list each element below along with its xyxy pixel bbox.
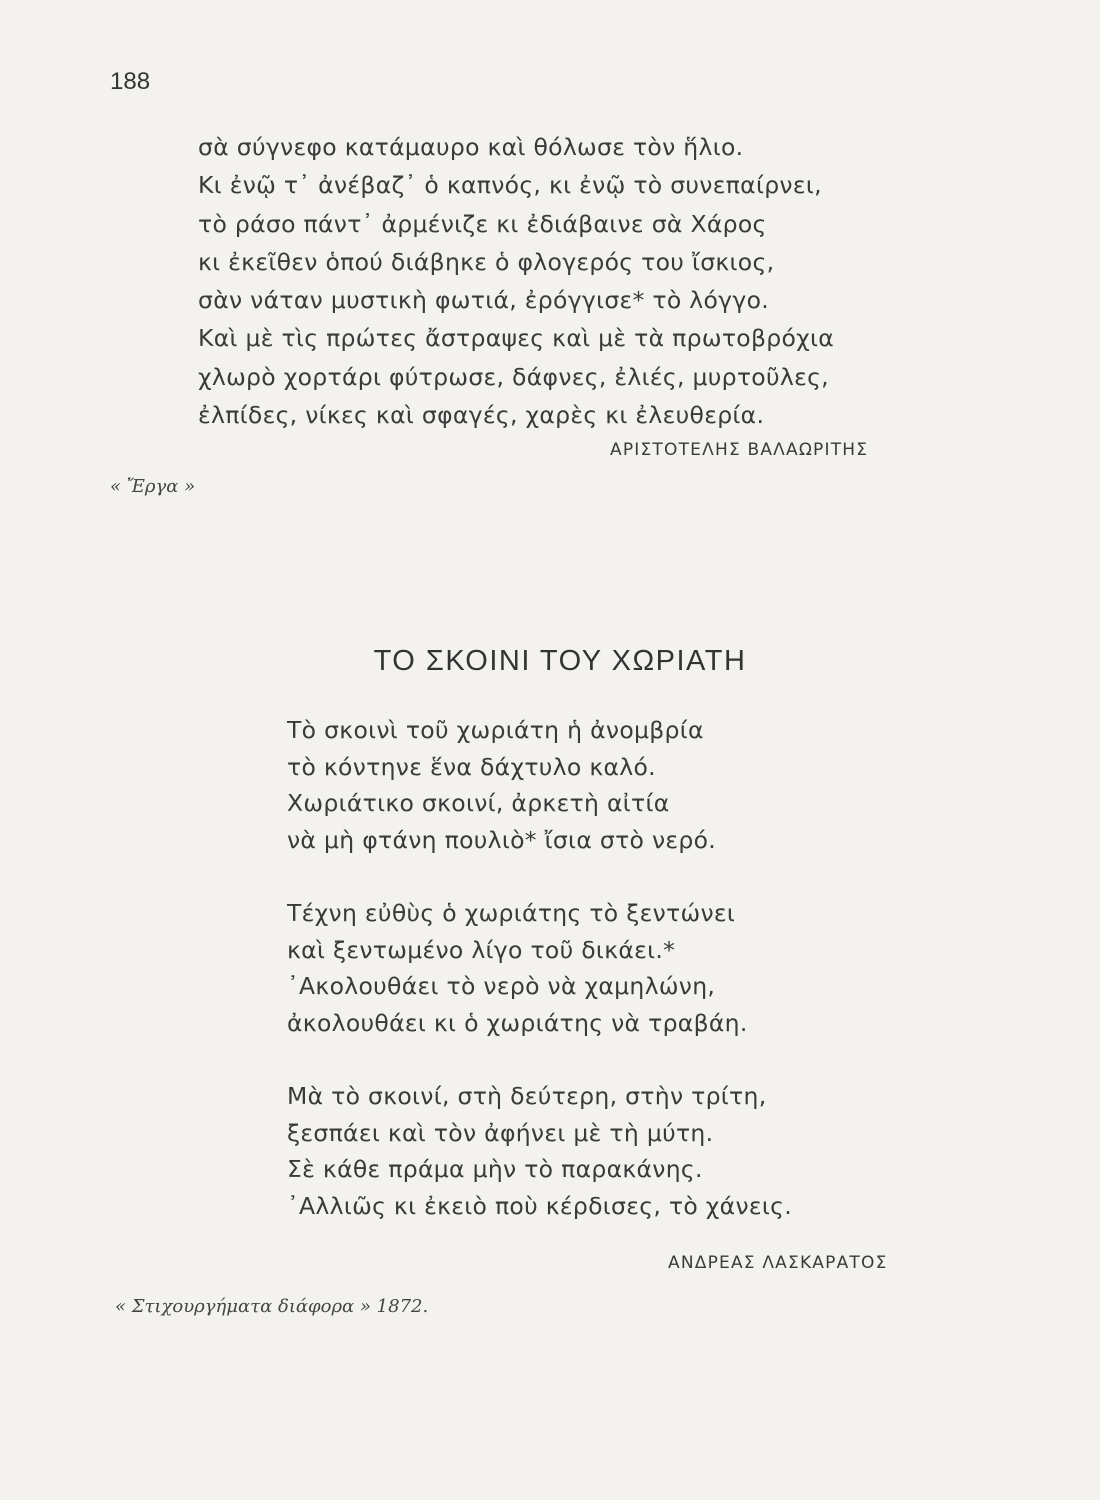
poem-author: ΑΝΔΡΕΑΣ ΛΑΣΚΑΡΑΤΟΣ (668, 1253, 888, 1273)
poem-line: χλωρὸ χορτάρι φύτρωσε, δάφνες, ἐλιές, μυρτοῦλες, (198, 362, 829, 391)
poem-source: « Στιχουργήματα διάφορα » 1872. (115, 1296, 429, 1317)
poem-line: κι ἐκεῖθεν ὁπού διάβηκε ὁ φλογερός του ἴσκιος, (198, 247, 775, 276)
poem-title-text: ΤΟ ΣΚΟΙΝΙ ΤΟΥ ΧΩΡΙΑΤΗ (373, 645, 747, 677)
poem-line: Χωριάτικο σκοινί, ἀρκετὴ αἰτία (287, 789, 670, 817)
poem-line: τὸ ράσο πάντ᾽ ἀρμένιζε κι ἐδιάβαινε σὰ Χάρος (198, 209, 767, 238)
poem-line: ἐλπίδες, νίκες καὶ σφαγές, χαρὲς κι ἐλευθερία. (198, 401, 765, 430)
poem-line: σὰν νάταν μυστικὴ φωτιά, ἐρόγγισε* τὸ λόγγο. (198, 286, 770, 315)
poem-line: ξεσπάει καὶ τὸν ἀφήνει μὲ τὴ μύτη. (287, 1118, 714, 1147)
poem-author: ΑΡΙΣΤΟΤΕΛΗΣ ΒΑΛΑΩΡΙΤΗΣ (610, 440, 869, 460)
poem-title (0, 645, 1100, 678)
poem-line: Τὸ σκοινὶ τοῦ χωριάτη ἡ ἀνομβρία (287, 716, 704, 744)
poem-line: καὶ ξεντωμένο λίγο τοῦ δικάει.* (287, 935, 676, 964)
poem-excerpt (198, 128, 834, 434)
poem-line: ἀκολουθάει κι ὁ χωριάτης νὰ τραβάη. (287, 1008, 748, 1037)
poem-line: Μὰ τὸ σκοινί, στὴ δεύτερη, στὴν τρίτη, (287, 1082, 767, 1110)
poem-line: ᾽Αλλιῶς κι ἐκειὸ ποὺ κέρδισες, τὸ χάνεις. (287, 1191, 792, 1220)
poem-line: Σὲ κάθε πράμα μὴν τὸ παρακάνης. (287, 1155, 703, 1183)
page-number: 188 (110, 68, 151, 95)
poem-line: τὸ κόντηνε ἕνα δάχτυλο καλό. (287, 752, 656, 781)
poem-line: ᾽Ακολουθάει τὸ νερὸ νὰ χαμηλώνη, (287, 972, 716, 1000)
poem-line: νὰ μὴ φτάνη πουλιὸ* ἴσια στὸ νερό. (287, 825, 717, 854)
poem-line: Καὶ μὲ τὶς πρώτες ἄστραψες καὶ μὲ τὰ πρωτοβρόχια (198, 324, 835, 353)
poem-line: Κι ἐνῷ τ᾽ ἀνέβαζ᾽ ὁ καπνός, κι ἐνῷ τὸ συνεπαίρνει, (198, 171, 822, 200)
poem-stanza (287, 895, 748, 1041)
poem-line: σὰ σύγνεφο κατάμαυρο καὶ θόλωσε τὸν ἥλιο. (198, 133, 744, 161)
poem-stanza (287, 712, 716, 858)
poem-source: « Ἔργα » (110, 476, 196, 497)
poem-line: Τέχνη εὐθὺς ὁ χωριάτης τὸ ξεντώνει (287, 899, 736, 927)
poem-stanza (287, 1078, 792, 1224)
